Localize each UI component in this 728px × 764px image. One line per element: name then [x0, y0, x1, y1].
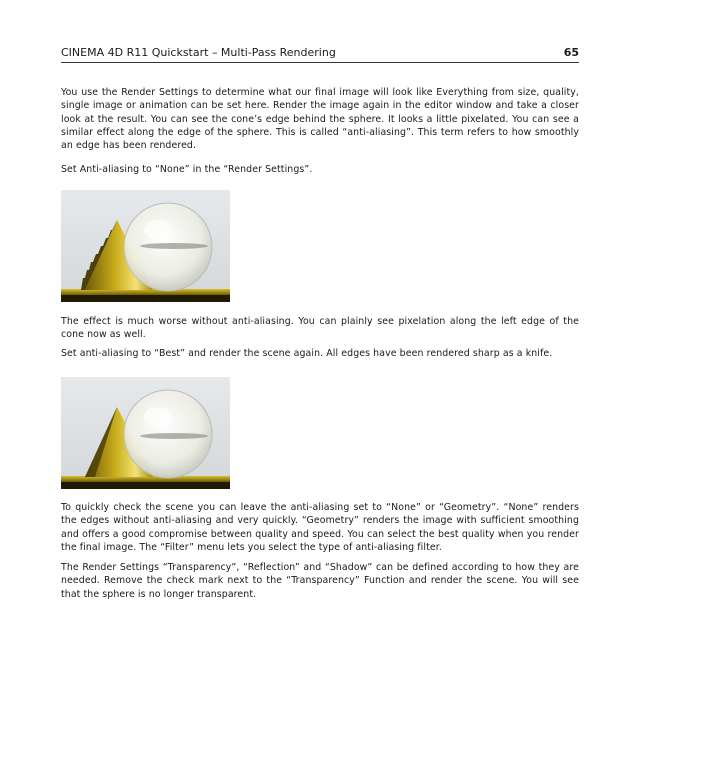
paragraph-worse-without-aa: The effect is much worse without anti-aliasing. You can plainly see pixelation along the left edge of the cone now as well. — [61, 316, 579, 341]
render-illustration-cone-sphere-pixelated — [61, 190, 230, 302]
paragraph-anti-aliasing-intro: You use the Render Settings to determine what our final image will look like Everything from size, quality, single image or animation can be set here. Render the image again in the editor window and take a closer look at the result. You can see the cone’s edge behind the sphere. It looks a little pixelated. You can see a similar effect along the edge of the sphere. This is called “anti-aliasing”. This term refers to how smoothly an edge has been rendered. — [61, 87, 579, 152]
header-title: CINEMA 4D R11 Quickstart – Multi-Pass Rendering — [61, 46, 336, 59]
document-page — [61, 0, 579, 764]
page-number: 65 — [563, 46, 579, 59]
paragraph-quick-check: To quickly check the scene you can leave the anti-aliasing set to “None” or “Geometry”. “None” renders the edges without anti-aliasing and very quickly. “Geometry” renders the image with sufficient smoothing and offers a good compromise between quality and speed. You can select the best quality when you render the final image. The “Filter” menu lets you select the type of anti-aliasing filter. — [61, 502, 579, 553]
paragraph-set-none: Set Anti-aliasing to “None” in the “Render Settings”. — [61, 164, 313, 175]
render-illustration-cone-sphere-smooth — [61, 377, 230, 489]
render-image-no-anti-aliasing — [61, 190, 230, 302]
paragraph-transparency-settings: The Render Settings “Transparency”, “Reflection” and “Shadow” can be defined according to how they are needed. Remove the check mark next to the “Transparency” Function and render the scene. You will see that the sphere is no longer transparent. — [61, 562, 579, 600]
paragraph-set-best: Set anti-aliasing to “Best” and render the scene again. All edges have been rendered sharp as a knife. — [61, 348, 553, 359]
render-image-best-anti-aliasing — [61, 377, 230, 489]
page-header — [61, 44, 579, 63]
